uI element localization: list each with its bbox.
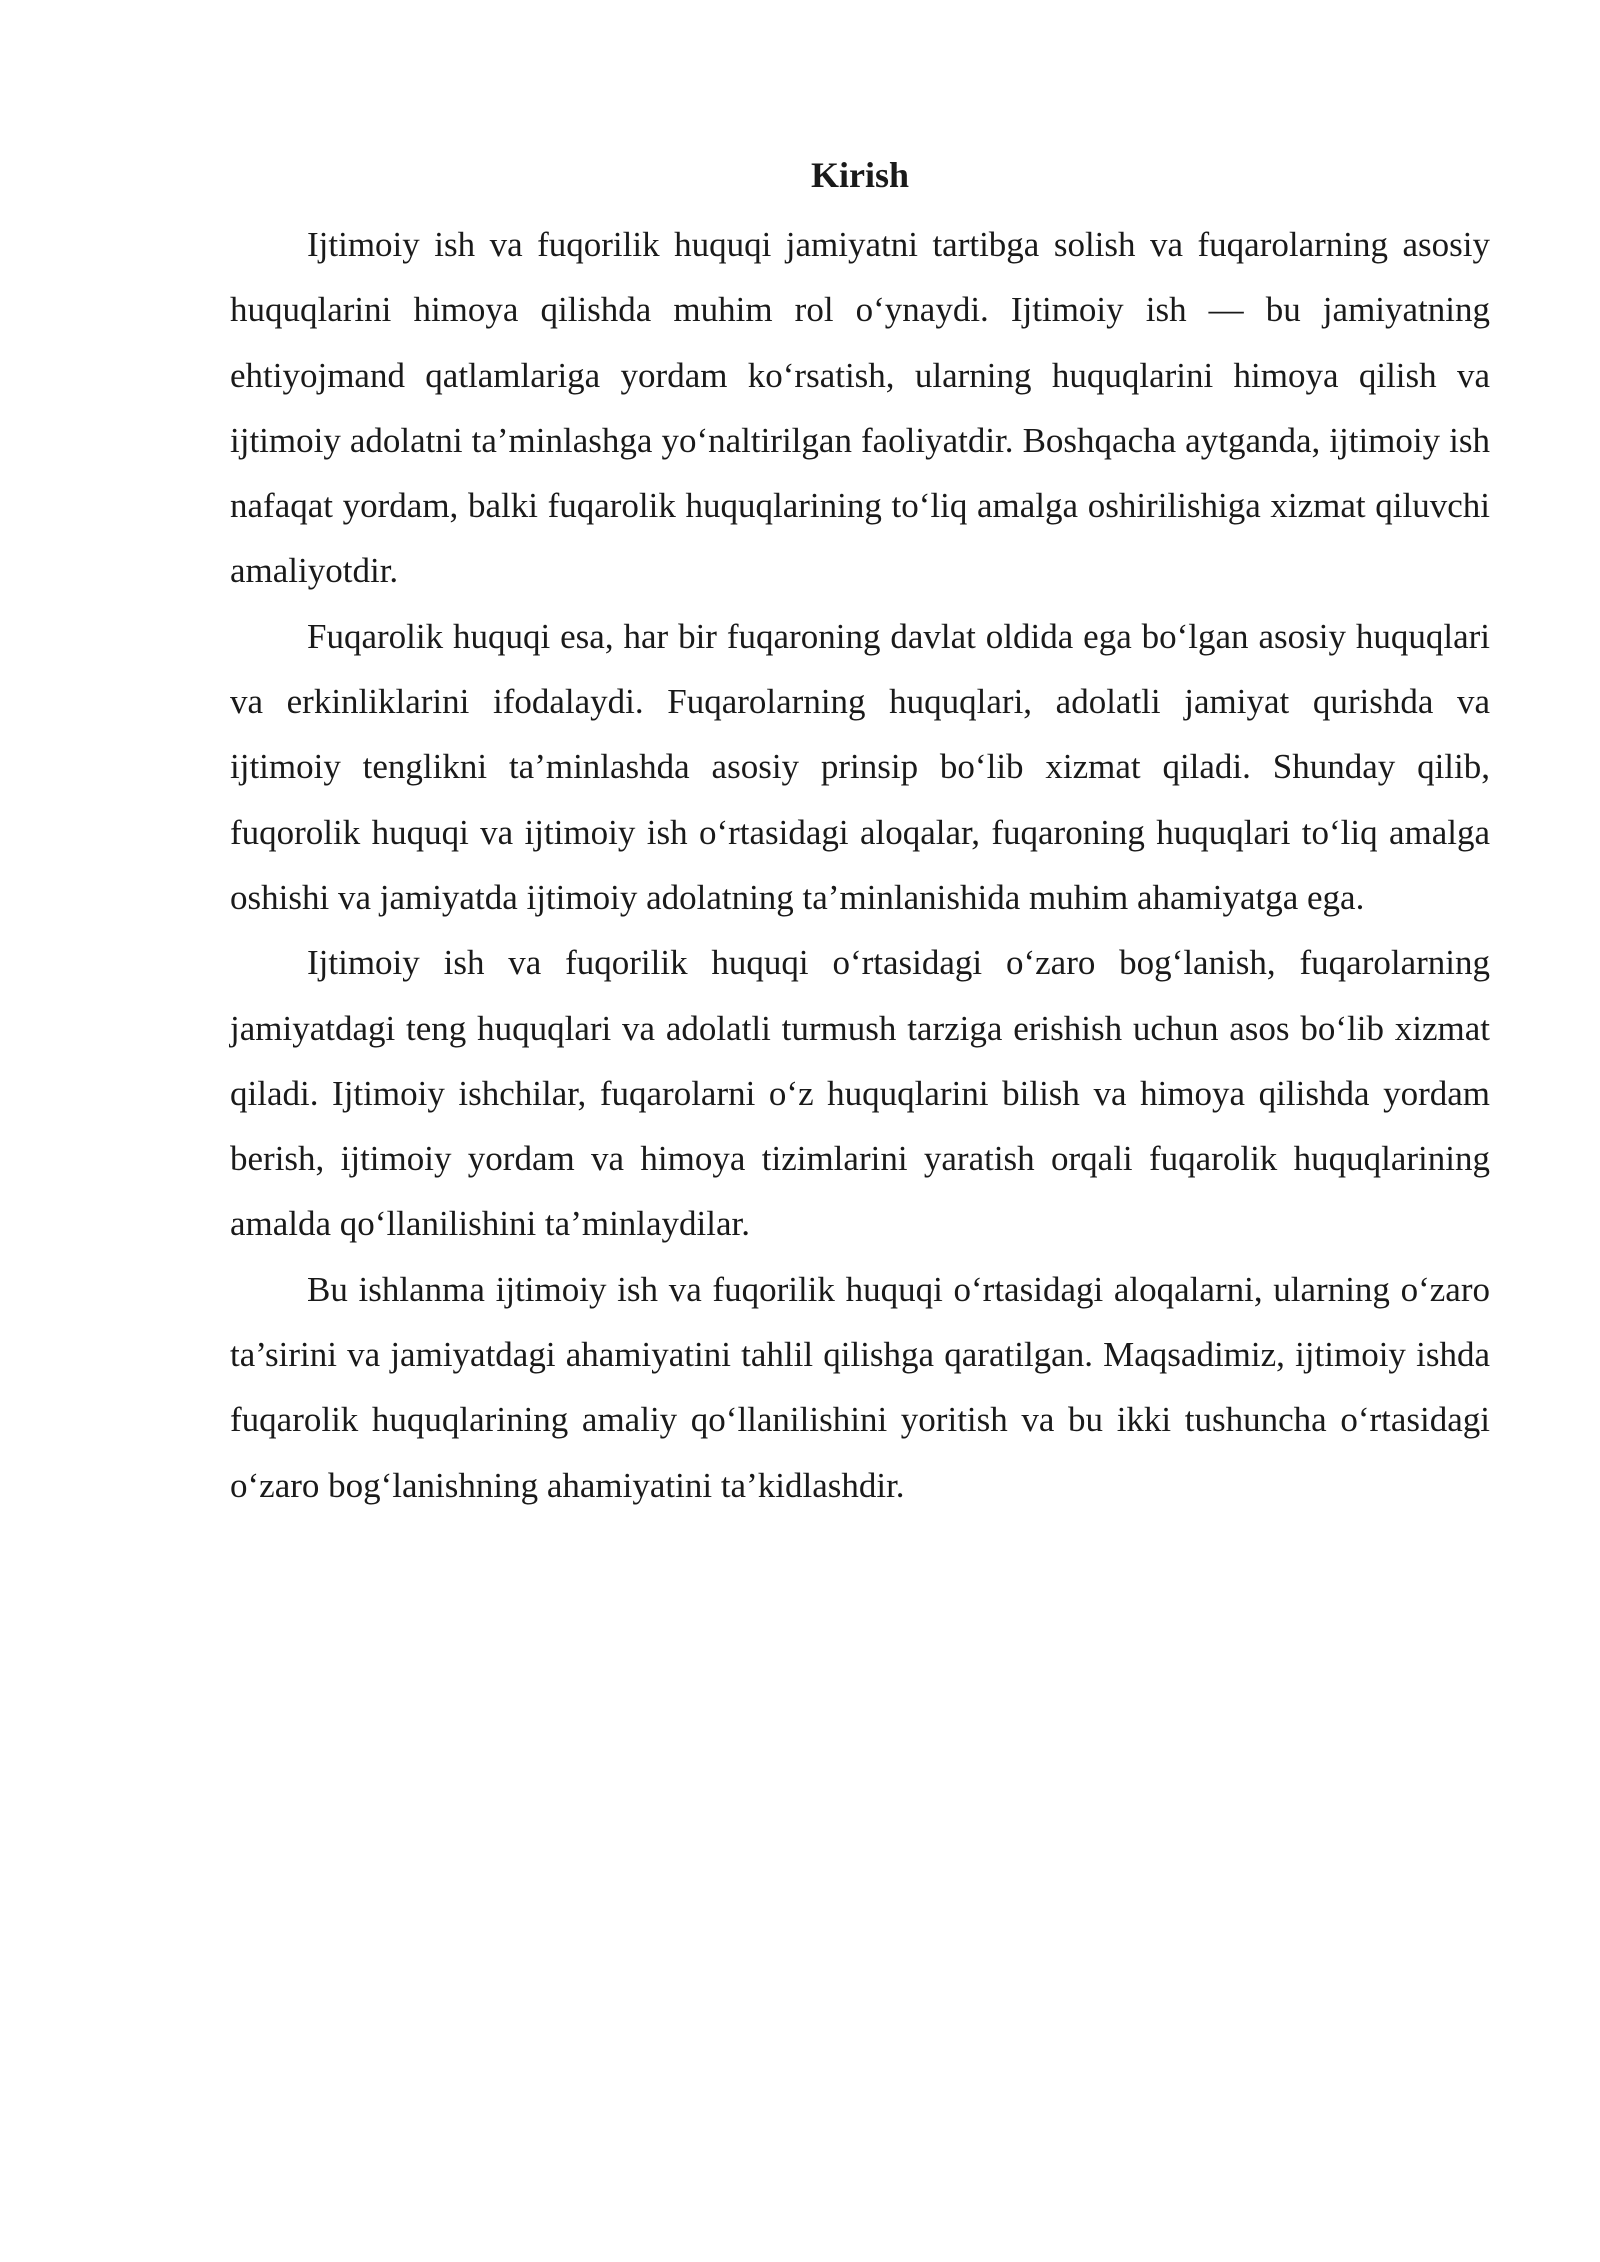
paragraph: Bu ishlanma ijtimoiy ish va fuqorilik huquqi o‘rtasidagi aloqalarni, ularning o‘zaro ta’sirini va jamiyatdagi ahamiyatini tahlil qilishga qaratilgan. Maqsadimiz, ijtimoiy ishda fuqarolik huquqlarining amaliy qo‘llanilishini yoritish va bu ikki tushuncha o‘rtasidagi o‘zaro bog‘lanishning ahamiyatini ta’kidlashdir. (230, 1269, 1490, 1505)
page-title: Kirish (810, 155, 909, 195)
paragraph: Ijtimoiy ish va fuqorilik huquqi o‘rtasidagi o‘zaro bog‘lanish, fuqarolarning jamiyatdagi teng huquqlari va adolatli turmush tarziga erishish uchun asos bo‘lib xizmat qiladi. Ijtimoiy ishchilar, fuqarolarni o‘z huquqlarini bilish va himoya qilishda yordam berish, ijtimoiy yordam va himoya tizimlarini yaratish orqali fuqarolik huquqlarining amalda qo‘llanilishini ta’minlaydilar. (230, 943, 1490, 1244)
paragraph: Ijtimoiy ish va fuqorilik huquqi jamiyatni tartibga solish va fuqarolarning asosiy huquqlarini himoya qilishda muhim rol o‘ynaydi. Ijtimoiy ish — bu jamiyatning ehtiyojmand qatlamlariga yordam ko‘rsatish, ularning huquqlarini himoya qilish va ijtimoiy adolatni ta’minlashga yo‘naltirilgan faoliyatdir. Boshqacha aytganda, ijtimoiy ish nafaqat yordam, balki fuqarolik huquqlarining to‘liq amalga oshirilishiga xizmat qiluvchi amaliyotdir. (230, 225, 1490, 591)
paragraph: Fuqarolik huquqi esa, har bir fuqaroning davlat oldida ega bo‘lgan asosiy huquqlari va erkinliklarini ifodalaydi. Fuqarolarning huquqlari, adolatli jamiyat qurishda va ijtimoiy tenglikni ta’minlashda asosiy prinsip bo‘lib xizmat qiladi. Shunday qilib, fuqorolik huquqi va ijtimoiy ish o‘rtasidagi aloqalar, fuqaroning huquqlari to‘liq amalga oshishi va jamiyatda ijtimoiy adolatning ta’minlanishida muhim ahamiyatga ega. (230, 616, 1490, 917)
document-body (230, 148, 1490, 1518)
